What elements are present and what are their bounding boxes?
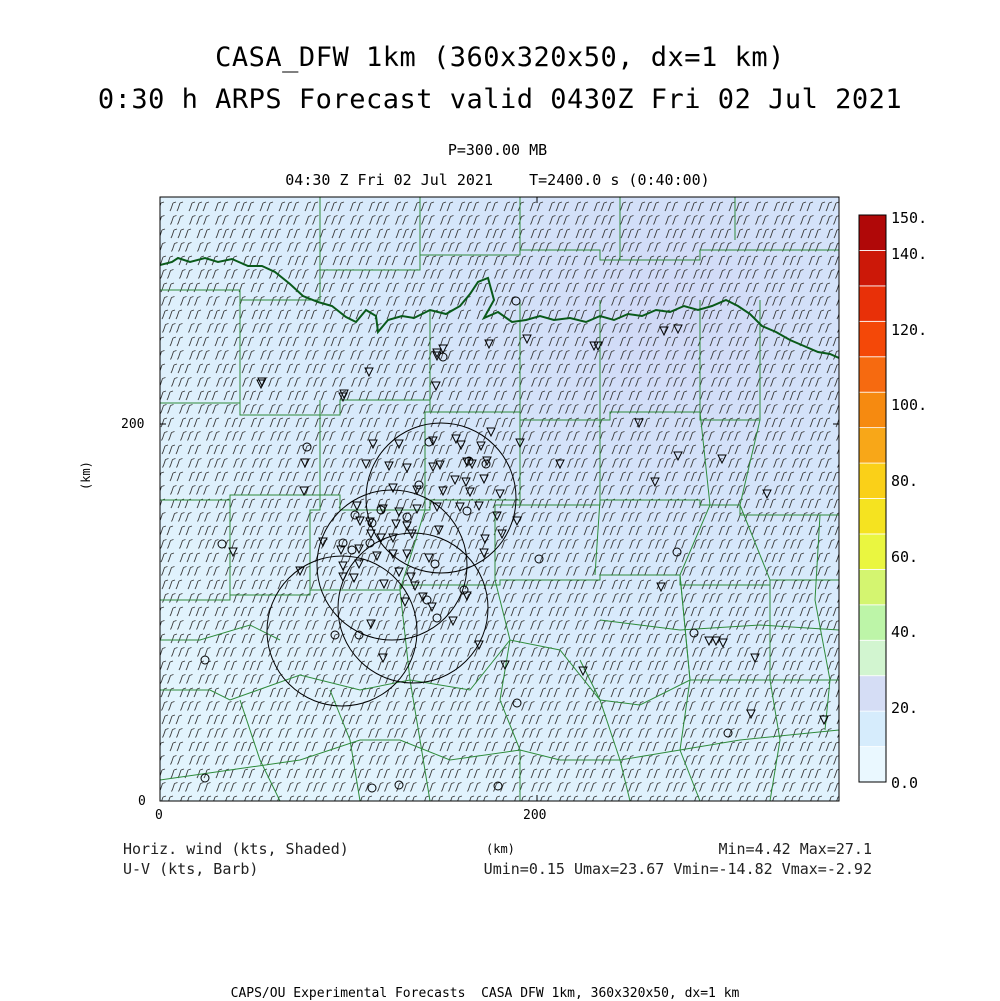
colorbar-swatch: [859, 499, 886, 534]
pressure-level: P=300.00 MB: [447, 141, 548, 159]
colorbar-label: 80.: [891, 472, 919, 490]
colorbar-label: 140.: [891, 245, 928, 263]
y-axis-label: (km): [79, 461, 93, 490]
colorbar-label: 0.0: [891, 774, 919, 792]
colorbar-swatch: [859, 215, 886, 250]
min-max-stats: Min=4.42 Max=27.1: [718, 840, 872, 858]
colorbar-swatch: [859, 640, 886, 675]
title-line-1: CASA_DFW 1km (360x320x50, dx=1 km): [215, 42, 785, 73]
colorbar-label: 40.: [891, 623, 919, 641]
colorbar-swatch: [859, 286, 886, 321]
barb-field-label: U-V (kts, Barb): [123, 860, 259, 878]
colorbar-swatch: [859, 711, 886, 746]
colorbar-label: 120.: [891, 321, 928, 339]
x-tick-label: 0: [155, 808, 163, 823]
x-tick-label: 200: [523, 808, 547, 823]
map-area: [158, 197, 844, 805]
colorbar-swatch: [859, 676, 886, 711]
colorbar-swatch: [859, 747, 886, 782]
footer-credit: CAPS/OU Experimental Forecasts CASA DFW 1km, 360x320x50, dx=1 km: [230, 986, 740, 1001]
colorbar-swatch: [859, 357, 886, 392]
colorbar-label: 150.: [891, 209, 928, 227]
colorbar-swatch: [859, 605, 886, 640]
colorbar-swatch: [859, 428, 886, 463]
title-line-2: 0:30 h ARPS Forecast valid 0430Z Fri 02 Jul 2021: [97, 84, 903, 115]
colorbar: [859, 215, 886, 782]
colorbar-swatch: [859, 463, 886, 498]
colorbar-label: 20.: [891, 699, 919, 717]
colorbar-swatch: [859, 569, 886, 604]
shaded-wind-field: [160, 197, 839, 801]
y-tick-label: 200: [121, 417, 145, 432]
colorbar-swatch: [859, 321, 886, 356]
colorbar-label: 100.: [891, 396, 928, 414]
shaded-field-label: Horiz. wind (kts, Shaded): [123, 840, 349, 858]
x-axis-label: (km): [486, 842, 515, 856]
colorbar-label: 60.: [891, 548, 919, 566]
valid-time: 04:30 Z Fri 02 Jul 2021 T=2400.0 s (0:40:00): [285, 171, 710, 189]
y-tick-label: 0: [138, 794, 146, 809]
uv-stats: Umin=0.15 Umax=23.67 Vmin=-14.82 Vmax=-2.92: [483, 860, 872, 878]
colorbar-swatch: [859, 250, 886, 285]
colorbar-swatch: [859, 534, 886, 569]
colorbar-swatch: [859, 392, 886, 427]
